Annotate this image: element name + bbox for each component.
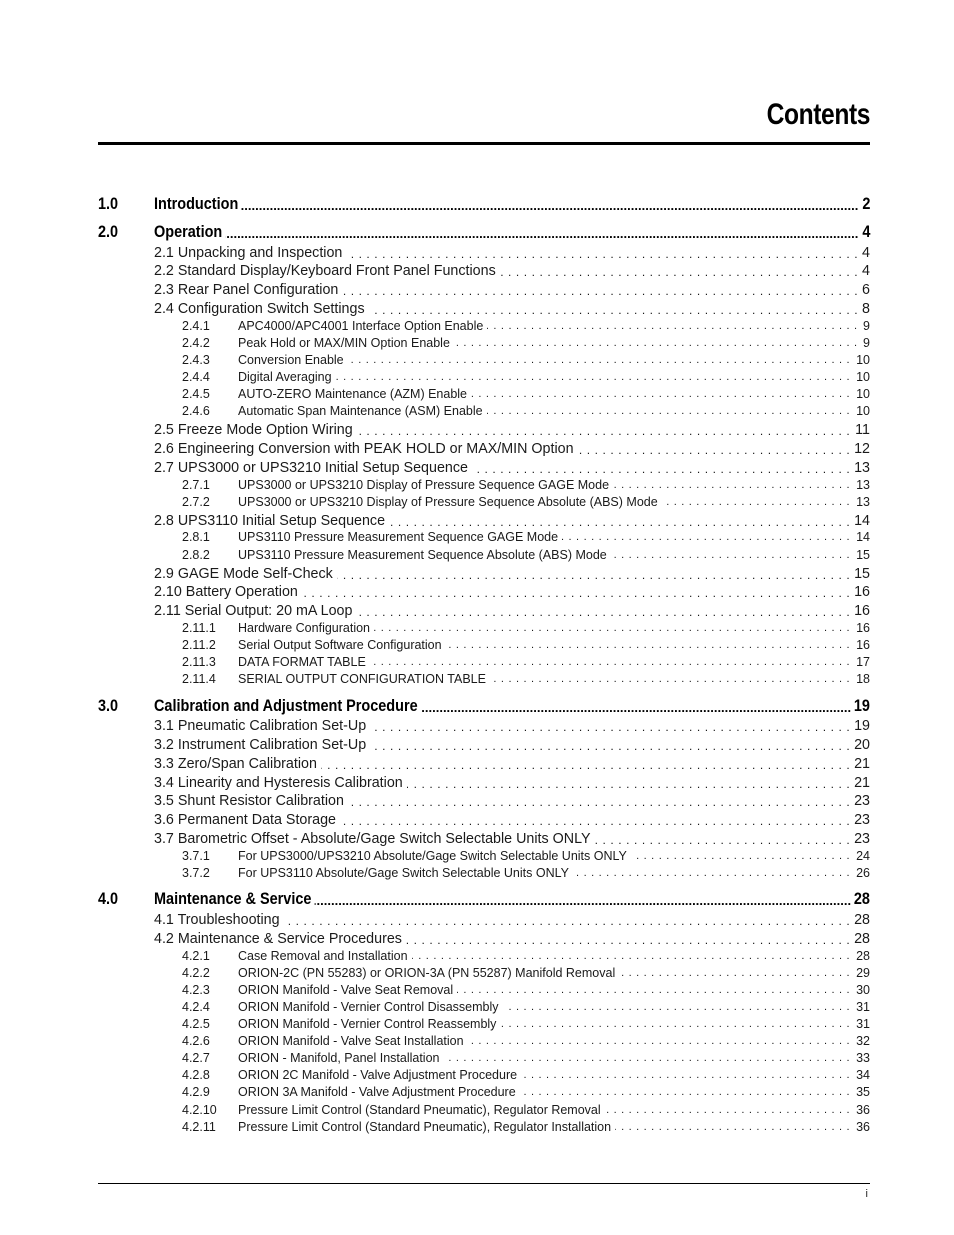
toc-subsection[interactable] bbox=[0, 1000, 954, 1017]
toc-entry-leader bbox=[238, 1051, 858, 1068]
toc-entry-title: 2.4 Configuration Switch Settings bbox=[154, 301, 369, 317]
toc-section[interactable] bbox=[0, 831, 954, 850]
toc-entry-page: 2 bbox=[859, 194, 870, 214]
page-number: i bbox=[865, 1188, 868, 1200]
toc-subsection[interactable] bbox=[0, 404, 954, 421]
toc-subsection[interactable] bbox=[0, 866, 954, 883]
toc-entry-leader bbox=[238, 621, 858, 638]
toc-entry-leader bbox=[238, 404, 858, 421]
toc-entry-leader bbox=[154, 831, 858, 850]
toc-subsection[interactable] bbox=[0, 319, 954, 336]
toc-chapter[interactable] bbox=[0, 222, 954, 244]
toc-entry-leader bbox=[154, 931, 858, 950]
toc-entry-title: 2.11 Serial Output: 20 mA Loop bbox=[154, 603, 356, 619]
toc-entry-page: 35 bbox=[852, 1085, 870, 1099]
toc-entry-title: ORION - Manifold, Panel Installation bbox=[238, 1051, 443, 1065]
toc-entry-title: 2.9 GAGE Mode Self-Check bbox=[154, 566, 337, 582]
toc-entry-leader bbox=[238, 1017, 858, 1034]
toc-entry-number: 4.0 bbox=[98, 889, 119, 908]
toc-entry-page: 10 bbox=[852, 404, 870, 418]
toc-section[interactable] bbox=[0, 441, 954, 460]
toc-subsection[interactable] bbox=[0, 966, 954, 983]
toc-entry-number: 4.2.9 bbox=[182, 1085, 210, 1099]
toc-subsection[interactable] bbox=[0, 1034, 954, 1051]
toc-subsection[interactable] bbox=[0, 530, 954, 547]
toc-entry-number: 4.2.7 bbox=[182, 1051, 210, 1065]
toc-entry-page: 28 bbox=[851, 889, 870, 909]
toc-entry-page: 19 bbox=[850, 718, 870, 734]
toc-entry-number: 4.2.11 bbox=[182, 1120, 216, 1134]
toc-entry-leader bbox=[238, 336, 858, 353]
toc-subsection[interactable] bbox=[0, 1068, 954, 1085]
toc-entry-title: For UPS3000/UPS3210 Absolute/Gage Switch Selectable Units ONLY bbox=[238, 849, 631, 863]
toc-entry-leader bbox=[154, 912, 858, 931]
toc-subsection[interactable] bbox=[0, 638, 954, 655]
toc-entry-page: 9 bbox=[859, 319, 870, 333]
toc-entry-page: 21 bbox=[850, 756, 870, 772]
toc-entry-title: ORION Manifold - Vernier Control Reassembly bbox=[238, 1017, 500, 1031]
toc-entry-leader bbox=[238, 1120, 858, 1137]
toc-entry-page: 18 bbox=[852, 672, 870, 686]
toc-entry-leader bbox=[238, 1034, 858, 1051]
toc-entry-leader bbox=[154, 775, 858, 794]
toc-entry-title: APC4000/APC4001 Interface Option Enable bbox=[238, 319, 487, 333]
toc-entry-title: Digital Averaging bbox=[238, 370, 336, 384]
toc-entry-title: 4.1 Troubleshooting bbox=[154, 912, 284, 928]
toc-entry-number: 2.4.2 bbox=[182, 336, 210, 350]
toc-section[interactable] bbox=[0, 931, 954, 950]
toc-section[interactable] bbox=[0, 775, 954, 794]
toc-entry-title: 3.3 Zero/Span Calibration bbox=[154, 756, 321, 772]
footer-rule bbox=[98, 1183, 870, 1184]
toc-entry-page: 10 bbox=[852, 387, 870, 401]
toc-entry-title: 2.5 Freeze Mode Option Wiring bbox=[154, 422, 357, 438]
toc-subsection[interactable] bbox=[0, 621, 954, 638]
toc-entry-leader bbox=[238, 672, 858, 689]
toc-entry-title: 3.1 Pneumatic Calibration Set-Up bbox=[154, 718, 370, 734]
toc-entry-title: 3.6 Permanent Data Storage bbox=[154, 812, 340, 828]
toc-entry-number: 2.11.2 bbox=[182, 638, 216, 652]
page-title: Contents bbox=[766, 98, 870, 131]
toc-entry-title: Conversion Enable bbox=[238, 353, 348, 367]
toc-section[interactable] bbox=[0, 718, 954, 737]
toc-entry-page: 16 bbox=[852, 638, 870, 652]
toc-entry-page: 31 bbox=[852, 1017, 870, 1031]
toc-subsection[interactable] bbox=[0, 1051, 954, 1068]
toc-entry-title: DATA FORMAT TABLE bbox=[238, 655, 370, 669]
toc-entry-title: SERIAL OUTPUT CONFIGURATION TABLE bbox=[238, 672, 490, 686]
toc-entry-number: 2.11.4 bbox=[182, 672, 216, 686]
toc-entry-title: 2.7 UPS3000 or UPS3210 Initial Setup Sequence bbox=[154, 460, 472, 476]
toc-entry-leader bbox=[238, 1085, 858, 1102]
toc-entry-leader bbox=[238, 478, 858, 495]
toc-subsection[interactable] bbox=[0, 495, 954, 512]
toc-entry-title: ORION 3A Manifold - Valve Adjustment Procedure bbox=[238, 1085, 520, 1099]
toc-entry-number: 2.11.1 bbox=[182, 621, 216, 635]
toc-entry-page: 13 bbox=[852, 495, 870, 509]
toc-entry-page: 21 bbox=[850, 775, 870, 791]
toc-entry-number: 3.7.1 bbox=[182, 849, 210, 863]
toc-section[interactable] bbox=[0, 584, 954, 603]
toc-subsection[interactable] bbox=[0, 478, 954, 495]
toc-entry-page: 9 bbox=[859, 336, 870, 350]
toc-entry-page: 36 bbox=[852, 1120, 870, 1134]
toc-entry-number: 3.7.2 bbox=[182, 866, 210, 880]
toc-entry-page: 16 bbox=[852, 621, 870, 635]
toc-entry-number: 2.11.3 bbox=[182, 655, 216, 669]
toc-entry-page: 28 bbox=[850, 912, 870, 928]
toc-section[interactable] bbox=[0, 756, 954, 775]
toc-entry-number: 4.2.2 bbox=[182, 966, 210, 980]
toc-entry-leader bbox=[154, 603, 858, 622]
toc-subsection[interactable] bbox=[0, 353, 954, 370]
toc-subsection[interactable] bbox=[0, 672, 954, 689]
toc-entry-title: 2.8 UPS3110 Initial Setup Sequence bbox=[154, 513, 389, 529]
toc-entry-leader bbox=[238, 638, 858, 655]
toc-entry-leader bbox=[154, 301, 858, 320]
toc-entry-leader bbox=[154, 812, 858, 831]
toc-entry-page: 28 bbox=[850, 931, 870, 947]
toc-entry-page: 19 bbox=[851, 696, 870, 716]
toc-section[interactable] bbox=[0, 263, 954, 282]
toc-entry-leader bbox=[154, 441, 858, 460]
toc-entry-page: 15 bbox=[850, 566, 870, 582]
toc-entry-title: Pressure Limit Control (Standard Pneumatic), Regulator Removal bbox=[238, 1103, 605, 1117]
toc-entry-number: 2.8.1 bbox=[182, 530, 210, 544]
toc-entry-leader bbox=[154, 696, 858, 718]
toc-entry-leader bbox=[238, 548, 858, 565]
toc-entry-leader bbox=[238, 370, 858, 387]
toc-subsection[interactable] bbox=[0, 548, 954, 565]
toc-entry-title: UPS3110 Pressure Measurement Sequence GAGE Mode bbox=[238, 530, 562, 544]
toc-entry-page: 29 bbox=[852, 966, 870, 980]
toc-entry-title: 2.10 Battery Operation bbox=[154, 584, 302, 600]
toc-subsection[interactable] bbox=[0, 1017, 954, 1034]
toc-entry-title: 2.3 Rear Panel Configuration bbox=[154, 282, 342, 298]
toc-entry-title: Introduction bbox=[154, 194, 242, 214]
toc-entry-title: Hardware Configuration bbox=[238, 621, 374, 635]
toc-section[interactable] bbox=[0, 603, 954, 622]
toc-entry-number: 2.4.1 bbox=[182, 319, 210, 333]
toc-entry-title: Operation bbox=[154, 222, 226, 242]
toc-entry-leader bbox=[238, 983, 858, 1000]
toc-entry-title: Maintenance & Service bbox=[154, 889, 315, 909]
toc-entry-title: 4.2 Maintenance & Service Procedures bbox=[154, 931, 406, 947]
toc-entry-title: ORION Manifold - Valve Seat Installation bbox=[238, 1034, 468, 1048]
toc-entry-page: 8 bbox=[858, 301, 870, 317]
toc-entry-page: 36 bbox=[852, 1103, 870, 1117]
toc-entry-page: 4 bbox=[859, 222, 870, 242]
toc-entry-title: ORION Manifold - Valve Seat Removal bbox=[238, 983, 457, 997]
toc-entry-title: Case Removal and Installation bbox=[238, 949, 412, 963]
toc-entry-title: 3.7 Barometric Offset - Absolute/Gage Switch Selectable Units ONLY bbox=[154, 831, 595, 847]
toc-entry-number: 2.4.5 bbox=[182, 387, 210, 401]
toc-entry-number: 2.7.2 bbox=[182, 495, 210, 509]
toc-entry-page: 23 bbox=[850, 831, 870, 847]
toc-entry-number: 2.4.4 bbox=[182, 370, 210, 384]
toc-subsection[interactable] bbox=[0, 849, 954, 866]
toc-entry-title: 3.4 Linearity and Hysteresis Calibration bbox=[154, 775, 407, 791]
toc-entry-title: Serial Output Software Configuration bbox=[238, 638, 446, 652]
toc-subsection[interactable] bbox=[0, 1120, 954, 1137]
toc-subsection[interactable] bbox=[0, 1103, 954, 1120]
toc-entry-leader bbox=[238, 387, 858, 404]
toc-entry-leader bbox=[154, 222, 858, 244]
toc-entry-leader bbox=[238, 849, 858, 866]
toc-entry-number: 3.0 bbox=[98, 696, 119, 715]
toc-entry-leader bbox=[154, 584, 858, 603]
toc-entry-leader bbox=[238, 319, 858, 336]
toc-entry-page: 13 bbox=[852, 478, 870, 492]
toc-entry-leader bbox=[154, 194, 858, 216]
toc-entry-title: 3.5 Shunt Resistor Calibration bbox=[154, 793, 348, 809]
toc-entry-page: 14 bbox=[852, 530, 870, 544]
toc-entry-page: 16 bbox=[850, 584, 870, 600]
toc-entry-leader bbox=[238, 655, 858, 672]
toc-entry-title: UPS3000 or UPS3210 Display of Pressure Sequence Absolute (ABS) Mode bbox=[238, 495, 662, 509]
toc-entry-leader bbox=[238, 530, 858, 547]
toc-entry-title: For UPS3110 Absolute/Gage Switch Selectable Units ONLY bbox=[238, 866, 573, 880]
toc-entry-number: 2.4.3 bbox=[182, 353, 210, 367]
toc-entry-page: 16 bbox=[850, 603, 870, 619]
toc-subsection[interactable] bbox=[0, 655, 954, 672]
toc-entry-page: 11 bbox=[851, 422, 870, 438]
toc-chapter[interactable] bbox=[0, 696, 954, 718]
toc-entry-leader bbox=[238, 1000, 858, 1017]
toc-section[interactable] bbox=[0, 301, 954, 320]
toc-entry-page: 4 bbox=[858, 263, 870, 279]
toc-entry-leader bbox=[154, 737, 858, 756]
toc-entry-leader bbox=[238, 353, 858, 370]
toc-entry-page: 23 bbox=[850, 812, 870, 828]
toc-entry-leader bbox=[238, 1103, 858, 1120]
toc-entry-leader bbox=[238, 1068, 858, 1085]
toc-section[interactable] bbox=[0, 460, 954, 479]
toc-entry-page: 12 bbox=[850, 441, 870, 457]
toc-entry-leader bbox=[154, 889, 858, 911]
toc-subsection[interactable] bbox=[0, 336, 954, 353]
toc-entry-title: AUTO-ZERO Maintenance (AZM) Enable bbox=[238, 387, 471, 401]
toc-entry-title: 3.2 Instrument Calibration Set-Up bbox=[154, 737, 370, 753]
toc-entry-page: 34 bbox=[852, 1068, 870, 1082]
toc-entry-number: 2.0 bbox=[98, 222, 119, 241]
toc-entry-leader bbox=[154, 263, 858, 282]
toc-section[interactable] bbox=[0, 422, 954, 441]
toc-entry-leader bbox=[154, 793, 858, 812]
toc-section[interactable] bbox=[0, 737, 954, 756]
toc-entry-page: 4 bbox=[858, 245, 870, 261]
toc-entry-title: Automatic Span Maintenance (ASM) Enable bbox=[238, 404, 487, 418]
toc-entry-number: 4.2.1 bbox=[182, 949, 210, 963]
toc-entry-page: 10 bbox=[852, 370, 870, 384]
toc-subsection[interactable] bbox=[0, 387, 954, 404]
toc-entry-page: 31 bbox=[852, 1000, 870, 1014]
toc-entry-number: 2.8.2 bbox=[182, 548, 210, 562]
toc-entry-leader bbox=[154, 566, 858, 585]
toc-entry-page: 15 bbox=[852, 548, 870, 562]
toc-entry-page: 17 bbox=[852, 655, 870, 669]
toc-entry-number: 2.4.6 bbox=[182, 404, 210, 418]
toc-entry-page: 33 bbox=[852, 1051, 870, 1065]
toc-entry-number: 1.0 bbox=[98, 194, 119, 213]
toc-entry-number: 4.2.8 bbox=[182, 1068, 210, 1082]
toc-entry-leader bbox=[238, 966, 858, 983]
toc-section[interactable] bbox=[0, 566, 954, 585]
toc-section[interactable] bbox=[0, 812, 954, 831]
toc-chapter[interactable] bbox=[0, 194, 954, 216]
toc-entry-leader bbox=[154, 245, 858, 264]
toc-entry-leader bbox=[154, 460, 858, 479]
toc-entry-leader bbox=[154, 718, 858, 737]
toc-entry-leader bbox=[154, 756, 858, 775]
toc-entry-title: ORION-2C (PN 55283) or ORION-3A (PN 55287) Manifold Removal bbox=[238, 966, 619, 980]
toc-entry-page: 14 bbox=[850, 513, 870, 529]
toc-entry-title: ORION Manifold - Vernier Control Disassembly bbox=[238, 1000, 503, 1014]
toc-entry-page: 13 bbox=[850, 460, 870, 476]
toc-entry-page: 30 bbox=[852, 983, 870, 997]
toc-entry-number: 4.2.5 bbox=[182, 1017, 210, 1031]
toc-entry-page: 24 bbox=[852, 849, 870, 863]
toc-entry-title: UPS3110 Pressure Measurement Sequence Absolute (ABS) Mode bbox=[238, 548, 611, 562]
toc-section[interactable] bbox=[0, 912, 954, 931]
toc-entry-leader bbox=[238, 866, 858, 883]
toc-entry-title: Pressure Limit Control (Standard Pneumatic), Regulator Installation bbox=[238, 1120, 615, 1134]
toc-entry-number: 4.2.10 bbox=[182, 1103, 217, 1117]
toc-entry-page: 32 bbox=[852, 1034, 870, 1048]
toc-entry-title: Peak Hold or MAX/MIN Option Enable bbox=[238, 336, 454, 350]
toc-entry-title: 2.1 Unpacking and Inspection bbox=[154, 245, 346, 261]
toc-entry-number: 4.2.4 bbox=[182, 1000, 210, 1014]
toc-entry-title: Calibration and Adjustment Procedure bbox=[154, 696, 421, 716]
toc-entry-leader bbox=[238, 495, 858, 512]
toc-section[interactable] bbox=[0, 282, 954, 301]
toc-entry-page: 28 bbox=[852, 949, 870, 963]
toc-entry-leader bbox=[154, 422, 858, 441]
toc-entry-number: 2.7.1 bbox=[182, 478, 210, 492]
toc-chapter[interactable] bbox=[0, 889, 954, 911]
toc-entry-leader bbox=[238, 949, 858, 966]
toc-subsection[interactable] bbox=[0, 949, 954, 966]
toc-entry-page: 26 bbox=[852, 866, 870, 880]
toc-entry-page: 20 bbox=[850, 737, 870, 753]
toc-entry-title: 2.6 Engineering Conversion with PEAK HOLD or MAX/MIN Option bbox=[154, 441, 578, 457]
toc-entry-title: 2.2 Standard Display/Keyboard Front Panel Functions bbox=[154, 263, 500, 279]
toc-entry-number: 4.2.6 bbox=[182, 1034, 210, 1048]
toc-entry-page: 23 bbox=[850, 793, 870, 809]
toc-subsection[interactable] bbox=[0, 1085, 954, 1102]
toc-entry-leader bbox=[154, 282, 858, 301]
toc-entry-number: 4.2.3 bbox=[182, 983, 210, 997]
toc-entry-title: ORION 2C Manifold - Valve Adjustment Procedure bbox=[238, 1068, 521, 1082]
toc-subsection[interactable] bbox=[0, 983, 954, 1000]
toc-section[interactable] bbox=[0, 245, 954, 264]
title-rule bbox=[98, 142, 870, 145]
toc-entry-page: 10 bbox=[852, 353, 870, 367]
toc-entry-title: UPS3000 or UPS3210 Display of Pressure Sequence GAGE Mode bbox=[238, 478, 613, 492]
toc-subsection[interactable] bbox=[0, 370, 954, 387]
toc-section[interactable] bbox=[0, 793, 954, 812]
toc-entry-page: 6 bbox=[858, 282, 870, 298]
